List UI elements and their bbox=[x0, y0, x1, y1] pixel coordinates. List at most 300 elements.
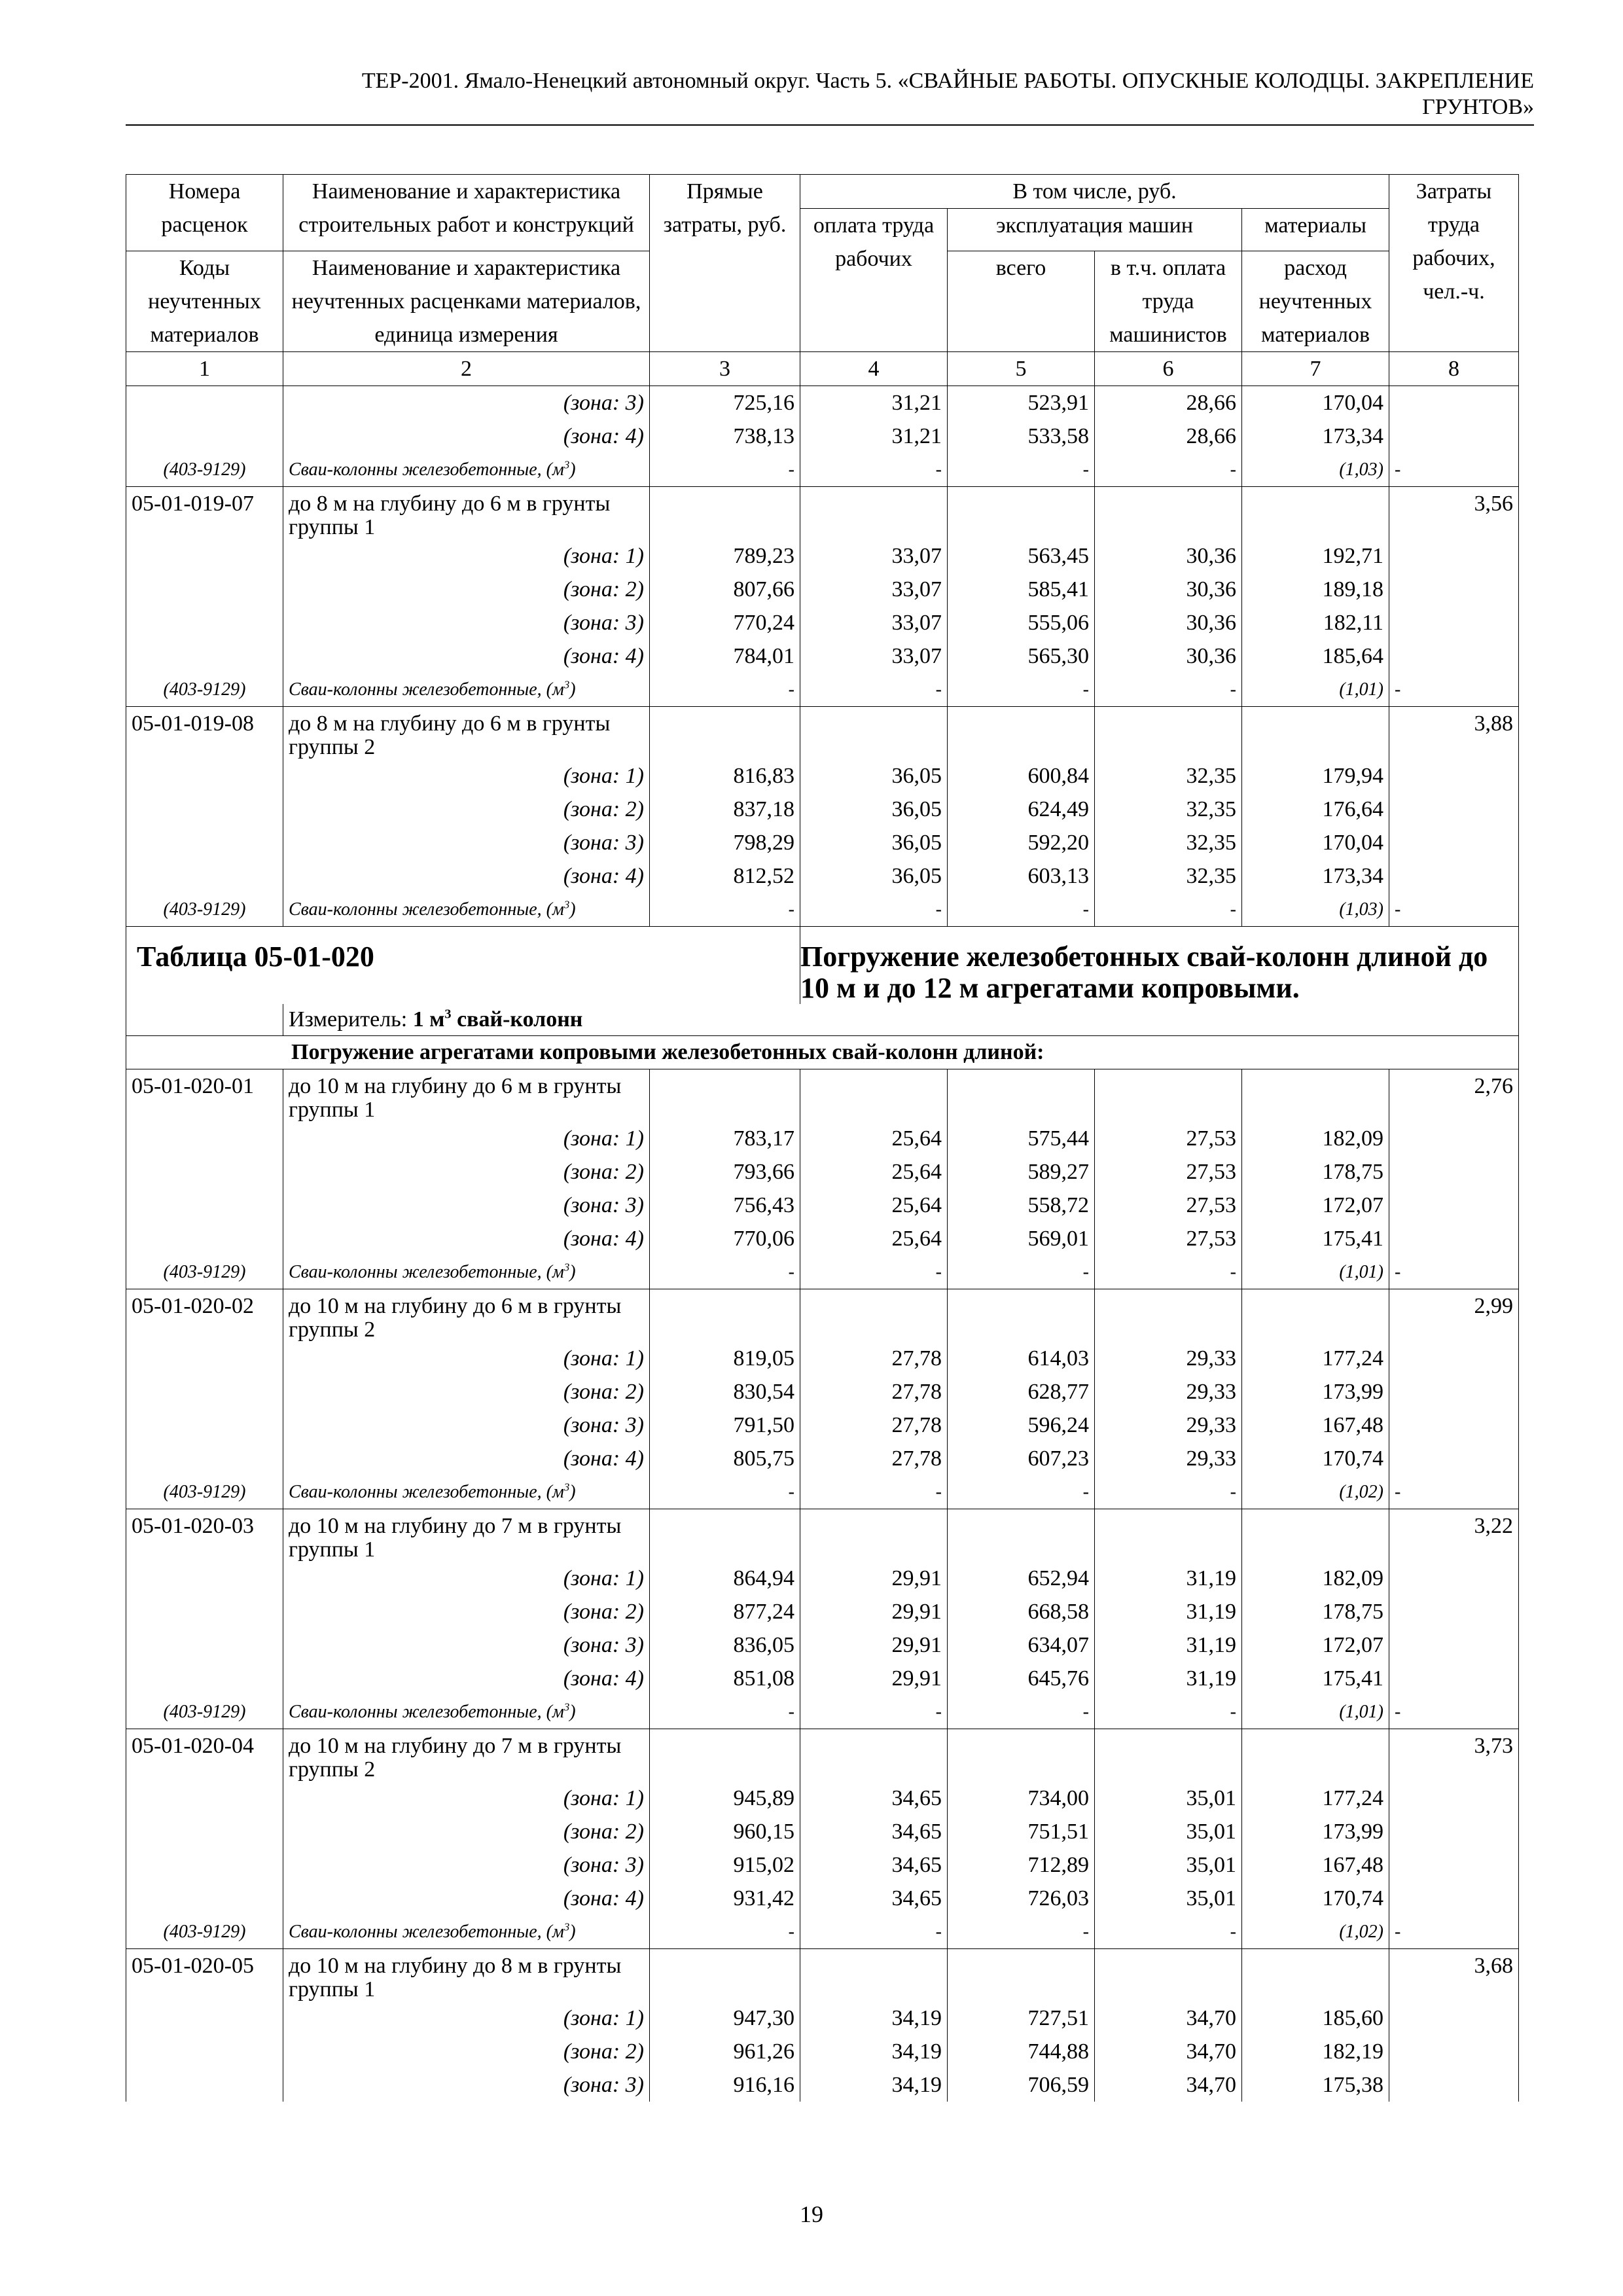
rate-code-cell bbox=[126, 759, 283, 793]
empty-dash: - bbox=[800, 893, 948, 927]
empty-cell bbox=[948, 1509, 1095, 1562]
rate-code-cell bbox=[126, 1342, 283, 1375]
labor-hours-cell bbox=[1389, 1189, 1519, 1222]
worker-pay: 25,64 bbox=[800, 1189, 948, 1222]
empty-cell bbox=[1095, 1069, 1242, 1122]
machines-total: 585,41 bbox=[948, 573, 1095, 606]
material-name bbox=[283, 1915, 650, 1949]
work-description: до 10 м на глубину до 8 м в грунты группы 1 bbox=[283, 1949, 650, 2002]
column-number: 5 bbox=[948, 352, 1095, 386]
materials-cost: 170,04 bbox=[1242, 386, 1389, 420]
labor-hours-cell bbox=[1389, 826, 1519, 859]
column-number: 3 bbox=[650, 352, 800, 386]
labor-hours-cell bbox=[1389, 759, 1519, 793]
direct-cost: 807,66 bbox=[650, 573, 800, 606]
empty-cell bbox=[948, 1069, 1095, 1122]
machines-total: 726,03 bbox=[948, 1882, 1095, 1915]
worker-pay: 29,91 bbox=[800, 1628, 948, 1662]
empty-dash: - bbox=[1095, 453, 1242, 487]
rate-code-cell bbox=[126, 639, 283, 673]
operators-pay: 29,33 bbox=[1095, 1442, 1242, 1475]
rate-code: 05-01-020-05 bbox=[126, 1949, 283, 2002]
rate-code-cell bbox=[126, 826, 283, 859]
operators-pay: 35,01 bbox=[1095, 1848, 1242, 1882]
worker-pay: 33,07 bbox=[800, 539, 948, 573]
zone-label: (зона: 3) bbox=[283, 386, 650, 420]
materials-cost: 173,34 bbox=[1242, 859, 1389, 893]
operators-pay: 34,70 bbox=[1095, 2001, 1242, 2035]
zone-row bbox=[126, 2068, 1519, 2102]
material-name bbox=[283, 893, 650, 927]
labor-hours-cell bbox=[1389, 420, 1519, 453]
zone-row bbox=[126, 1815, 1519, 1848]
empty-dash: - bbox=[800, 1475, 948, 1509]
header-labor-hours: Затраты труда рабочих, чел.-ч. bbox=[1389, 175, 1519, 352]
worker-pay: 34,65 bbox=[800, 1782, 948, 1815]
labor-hours-cell bbox=[1389, 2068, 1519, 2102]
worker-pay: 36,05 bbox=[800, 826, 948, 859]
rate-code-cell bbox=[126, 2035, 283, 2068]
worker-pay: 25,64 bbox=[800, 1222, 948, 1255]
zone-row bbox=[126, 1848, 1519, 1882]
labor-hours-cell bbox=[1389, 1882, 1519, 1915]
materials-cost: 175,38 bbox=[1242, 2068, 1389, 2102]
operators-pay: 31,19 bbox=[1095, 1662, 1242, 1695]
materials-cost: 185,60 bbox=[1242, 2001, 1389, 2035]
worker-pay: 36,05 bbox=[800, 793, 948, 826]
labor-hours-cell bbox=[1389, 1222, 1519, 1255]
materials-cost: 167,48 bbox=[1242, 1408, 1389, 1442]
materials-cost: 167,48 bbox=[1242, 1848, 1389, 1882]
empty-dash: - bbox=[650, 1475, 800, 1509]
machines-total: 744,88 bbox=[948, 2035, 1095, 2068]
empty-dash: - bbox=[1389, 1915, 1519, 1949]
material-unit-superscript: 3 bbox=[563, 1700, 570, 1713]
worker-pay: 34,19 bbox=[800, 2068, 948, 2102]
material-row bbox=[126, 1915, 1519, 1949]
empty-cell bbox=[650, 1289, 800, 1342]
zone-row bbox=[126, 1562, 1519, 1595]
machines-total: 712,89 bbox=[948, 1848, 1095, 1882]
material-quantity: (1,03) bbox=[1242, 453, 1389, 487]
empty-dash: - bbox=[948, 1255, 1095, 1289]
zone-label: (зона: 3) bbox=[283, 1848, 650, 1882]
worker-pay: 33,07 bbox=[800, 606, 948, 639]
empty-dash: - bbox=[1389, 673, 1519, 707]
worker-pay: 34,65 bbox=[800, 1848, 948, 1882]
operators-pay: 32,35 bbox=[1095, 826, 1242, 859]
empty-dash: - bbox=[948, 1475, 1095, 1509]
zone-label: (зона: 2) bbox=[283, 1155, 650, 1189]
materials-cost: 182,09 bbox=[1242, 1562, 1389, 1595]
machines-total: 706,59 bbox=[948, 2068, 1095, 2102]
column-number: 6 bbox=[1095, 352, 1242, 386]
zone-row bbox=[126, 386, 1519, 420]
column-number: 4 bbox=[800, 352, 948, 386]
empty-cell bbox=[948, 1729, 1095, 1782]
materials-cost: 172,07 bbox=[1242, 1628, 1389, 1662]
header-unaccounted-materials: расход неучтенных материалов bbox=[1242, 251, 1389, 352]
machines-total: 634,07 bbox=[948, 1628, 1095, 1662]
labor-hours-cell bbox=[1389, 606, 1519, 639]
zone-label: (зона: 4) bbox=[283, 639, 650, 673]
zone-row bbox=[126, 826, 1519, 859]
materials-cost: 192,71 bbox=[1242, 539, 1389, 573]
empty-dash: - bbox=[1389, 1475, 1519, 1509]
operators-pay: 29,33 bbox=[1095, 1375, 1242, 1408]
table-header bbox=[126, 175, 1519, 386]
empty-cell bbox=[800, 707, 948, 760]
zone-label: (зона: 4) bbox=[283, 1662, 650, 1695]
zone-row bbox=[126, 1155, 1519, 1189]
material-code: (403-9129) bbox=[126, 673, 283, 707]
rate-code-cell bbox=[126, 793, 283, 826]
zone-label: (зона: 4) bbox=[283, 1442, 650, 1475]
labor-hours-cell bbox=[1389, 1782, 1519, 1815]
empty-cell bbox=[1095, 1729, 1242, 1782]
direct-cost: 877,24 bbox=[650, 1595, 800, 1628]
empty-dash: - bbox=[1095, 1695, 1242, 1729]
machines-total: 727,51 bbox=[948, 2001, 1095, 2035]
labor-hours-cell bbox=[1389, 859, 1519, 893]
worker-pay: 33,07 bbox=[800, 573, 948, 606]
material-name-text: Сваи-колонны железобетонные, (м bbox=[289, 459, 564, 480]
material-row bbox=[126, 453, 1519, 487]
empty-cell bbox=[800, 1069, 948, 1122]
material-unit-superscript: 3 bbox=[563, 458, 570, 471]
direct-cost: 812,52 bbox=[650, 859, 800, 893]
zone-row bbox=[126, 1408, 1519, 1442]
direct-cost: 791,50 bbox=[650, 1408, 800, 1442]
rate-code-cell bbox=[126, 386, 283, 420]
zone-label: (зона: 3) bbox=[283, 1408, 650, 1442]
machines-total: 668,58 bbox=[948, 1595, 1095, 1628]
table-05-01-020-title bbox=[126, 927, 1519, 1069]
empty-cell bbox=[650, 487, 800, 540]
operators-pay: 27,53 bbox=[1095, 1122, 1242, 1155]
header-material-codes: Коды неучтенных материалов bbox=[126, 251, 283, 352]
worker-pay: 27,78 bbox=[800, 1375, 948, 1408]
machines-total: 607,23 bbox=[948, 1442, 1095, 1475]
labor-hours-cell bbox=[1389, 1662, 1519, 1695]
labor-hours: 2,99 bbox=[1389, 1289, 1519, 1342]
operators-pay: 31,19 bbox=[1095, 1595, 1242, 1628]
zone-label: (зона: 2) bbox=[283, 1375, 650, 1408]
material-name-end: ) bbox=[569, 459, 576, 480]
rate-code-cell bbox=[126, 1222, 283, 1255]
labor-hours-cell bbox=[1389, 1155, 1519, 1189]
materials-cost: 175,41 bbox=[1242, 1222, 1389, 1255]
labor-hours-cell bbox=[1389, 639, 1519, 673]
worker-pay: 27,78 bbox=[800, 1342, 948, 1375]
material-quantity: (1,01) bbox=[1242, 673, 1389, 707]
zone-label: (зона: 2) bbox=[283, 2035, 650, 2068]
page-number: 19 bbox=[800, 2201, 823, 2227]
rate-code-cell bbox=[126, 1375, 283, 1408]
material-quantity: (1,02) bbox=[1242, 1475, 1389, 1509]
operators-pay: 29,33 bbox=[1095, 1342, 1242, 1375]
empty-dash: - bbox=[948, 1695, 1095, 1729]
zone-label: (зона: 2) bbox=[283, 1595, 650, 1628]
material-name-end: ) bbox=[569, 1482, 576, 1502]
materials-cost: 178,75 bbox=[1242, 1595, 1389, 1628]
empty-dash: - bbox=[1389, 1255, 1519, 1289]
machines-total: 563,45 bbox=[948, 539, 1095, 573]
labor-hours-cell bbox=[1389, 1408, 1519, 1442]
machines-total: 533,58 bbox=[948, 420, 1095, 453]
material-name bbox=[283, 1255, 650, 1289]
material-row bbox=[126, 1255, 1519, 1289]
materials-cost: 170,04 bbox=[1242, 826, 1389, 859]
material-name-text: Сваи-колонны железобетонные, (м bbox=[289, 899, 564, 920]
empty-cell bbox=[948, 487, 1095, 540]
direct-cost: 789,23 bbox=[650, 539, 800, 573]
rate-code-cell bbox=[126, 1662, 283, 1695]
empty-cell bbox=[800, 1949, 948, 2002]
zone-row bbox=[126, 1375, 1519, 1408]
empty-cell bbox=[1242, 487, 1389, 540]
worker-pay: 27,78 bbox=[800, 1442, 948, 1475]
machines-total: 523,91 bbox=[948, 386, 1095, 420]
direct-cost: 756,43 bbox=[650, 1189, 800, 1222]
operators-pay: 27,53 bbox=[1095, 1222, 1242, 1255]
zone-row bbox=[126, 1595, 1519, 1628]
operators-pay: 32,35 bbox=[1095, 759, 1242, 793]
header-direct-costs: Прямые затраты, руб. bbox=[650, 175, 800, 352]
machines-total: 589,27 bbox=[948, 1155, 1095, 1189]
zone-row bbox=[126, 420, 1519, 453]
material-quantity: (1,02) bbox=[1242, 1915, 1389, 1949]
materials-cost: 177,24 bbox=[1242, 1342, 1389, 1375]
material-quantity: (1,03) bbox=[1242, 893, 1389, 927]
materials-cost: 177,24 bbox=[1242, 1782, 1389, 1815]
zone-label: (зона: 3) bbox=[283, 1189, 650, 1222]
empty-dash: - bbox=[948, 673, 1095, 707]
header-material-names: Наименование и характеристика неучтенных расценками материалов, единица измерения bbox=[283, 251, 650, 352]
worker-pay: 27,78 bbox=[800, 1408, 948, 1442]
machines-total: 624,49 bbox=[948, 793, 1095, 826]
operators-pay: 27,53 bbox=[1095, 1155, 1242, 1189]
work-description: до 8 м на глубину до 6 м в грунты группы 1 bbox=[283, 487, 650, 540]
table-body-05-01-020 bbox=[126, 1069, 1519, 2102]
direct-cost: 830,54 bbox=[650, 1375, 800, 1408]
header-machines-total: всего bbox=[948, 251, 1095, 352]
work-description: до 10 м на глубину до 7 м в грунты группы 2 bbox=[283, 1729, 650, 1782]
empty-dash: - bbox=[1389, 453, 1519, 487]
material-name-end: ) bbox=[569, 1702, 576, 1722]
direct-cost: 793,66 bbox=[650, 1155, 800, 1189]
empty-dash: - bbox=[1389, 893, 1519, 927]
rate-code: 05-01-020-01 bbox=[126, 1069, 283, 1122]
zone-label: (зона: 3) bbox=[283, 1628, 650, 1662]
running-header-line-1: ТЕР-2001. Ямало-Ненецкий автономный округ. Часть 5. «СВАЙНЫЕ РАБОТЫ. ОПУСКНЫЕ КОЛОДЦЫ. ЗАКРЕПЛЕНИЕ bbox=[361, 69, 1534, 93]
labor-hours: 3,56 bbox=[1389, 487, 1519, 540]
rate-code-cell bbox=[126, 1562, 283, 1595]
material-unit-superscript: 3 bbox=[563, 1480, 570, 1494]
zone-row bbox=[126, 1342, 1519, 1375]
empty-cell bbox=[800, 1729, 948, 1782]
empty-cell bbox=[800, 1509, 948, 1562]
column-number: 7 bbox=[1242, 352, 1389, 386]
column-numbers-row bbox=[126, 352, 1519, 386]
zone-row bbox=[126, 793, 1519, 826]
zone-row bbox=[126, 1189, 1519, 1222]
measure-unit-name: свай-колонн bbox=[457, 1007, 583, 1031]
material-name-end: ) bbox=[569, 899, 576, 920]
empty-cell bbox=[1242, 707, 1389, 760]
labor-hours-cell bbox=[1389, 386, 1519, 420]
empty-dash: - bbox=[1095, 1915, 1242, 1949]
machines-total: 645,76 bbox=[948, 1662, 1095, 1695]
rate-row bbox=[126, 1069, 1519, 1122]
empty-dash: - bbox=[948, 453, 1095, 487]
empty-cell bbox=[1095, 707, 1242, 760]
empty-cell bbox=[948, 707, 1095, 760]
zone-label: (зона: 2) bbox=[283, 1815, 650, 1848]
direct-cost: 798,29 bbox=[650, 826, 800, 859]
column-number: 1 bbox=[126, 352, 283, 386]
operators-pay: 35,01 bbox=[1095, 1815, 1242, 1848]
material-quantity: (1,01) bbox=[1242, 1695, 1389, 1729]
zone-label: (зона: 3) bbox=[283, 826, 650, 859]
running-header-line-2: ГРУНТОВ» bbox=[1422, 95, 1534, 119]
direct-cost: 916,16 bbox=[650, 2068, 800, 2102]
zone-label: (зона: 1) bbox=[283, 2001, 650, 2035]
material-name bbox=[283, 453, 650, 487]
machines-total: 652,94 bbox=[948, 1562, 1095, 1595]
direct-cost: 783,17 bbox=[650, 1122, 800, 1155]
worker-pay: 29,91 bbox=[800, 1662, 948, 1695]
operators-pay: 34,70 bbox=[1095, 2035, 1242, 2068]
zone-label: (зона: 3) bbox=[283, 2068, 650, 2102]
zone-row bbox=[126, 1882, 1519, 1915]
empty-cell bbox=[1095, 1949, 1242, 2002]
worker-pay: 25,64 bbox=[800, 1122, 948, 1155]
operators-pay: 28,66 bbox=[1095, 420, 1242, 453]
rate-code-cell bbox=[126, 1189, 283, 1222]
section-subtitle: Погружение агрегатами копровыми железобетонных свай-колонн длиной: bbox=[126, 1036, 1519, 1069]
operators-pay: 34,70 bbox=[1095, 2068, 1242, 2102]
empty-dash: - bbox=[650, 453, 800, 487]
zone-row bbox=[126, 1628, 1519, 1662]
zone-label: (зона: 1) bbox=[283, 539, 650, 573]
empty-dash: - bbox=[650, 1695, 800, 1729]
zone-row bbox=[126, 1782, 1519, 1815]
rate-row bbox=[126, 1509, 1519, 1562]
material-code: (403-9129) bbox=[126, 1915, 283, 1949]
zone-row bbox=[126, 859, 1519, 893]
material-name-end: ) bbox=[569, 1262, 576, 1282]
materials-cost: 175,41 bbox=[1242, 1662, 1389, 1695]
empty-cell bbox=[800, 1289, 948, 1342]
materials-cost: 173,99 bbox=[1242, 1375, 1389, 1408]
rate-code-cell bbox=[126, 1408, 283, 1442]
empty-cell bbox=[1095, 1289, 1242, 1342]
material-name-text: Сваи-колонны железобетонные, (м bbox=[289, 679, 564, 700]
material-name bbox=[283, 673, 650, 707]
zone-label: (зона: 4) bbox=[283, 420, 650, 453]
material-row bbox=[126, 1695, 1519, 1729]
worker-pay: 34,19 bbox=[800, 2035, 948, 2068]
materials-cost: 176,64 bbox=[1242, 793, 1389, 826]
material-name-text: Сваи-колонны железобетонные, (м bbox=[289, 1922, 564, 1942]
worker-pay: 31,21 bbox=[800, 386, 948, 420]
direct-cost: 915,02 bbox=[650, 1848, 800, 1882]
material-unit-superscript: 3 bbox=[563, 1261, 570, 1274]
zone-label: (зона: 1) bbox=[283, 1562, 650, 1595]
empty-dash: - bbox=[800, 453, 948, 487]
direct-cost: 784,01 bbox=[650, 639, 800, 673]
empty-cell bbox=[650, 1949, 800, 2002]
worker-pay: 36,05 bbox=[800, 859, 948, 893]
labor-hours-cell bbox=[1389, 1375, 1519, 1408]
labor-hours: 3,88 bbox=[1389, 707, 1519, 760]
worker-pay: 25,64 bbox=[800, 1155, 948, 1189]
rate-code: 05-01-019-08 bbox=[126, 707, 283, 760]
header-work-name: Наименование и характеристика строительных работ и конструкций bbox=[283, 175, 650, 251]
header-rate-numbers: Номера расценок bbox=[126, 175, 283, 251]
header-materials: материалы bbox=[1242, 209, 1389, 251]
worker-pay: 36,05 bbox=[800, 759, 948, 793]
zone-row bbox=[126, 2001, 1519, 2035]
operators-pay: 31,19 bbox=[1095, 1562, 1242, 1595]
materials-cost: 182,19 bbox=[1242, 2035, 1389, 2068]
machines-total: 575,44 bbox=[948, 1122, 1095, 1155]
machines-total: 592,20 bbox=[948, 826, 1095, 859]
operators-pay: 27,53 bbox=[1095, 1189, 1242, 1222]
rate-code-cell bbox=[126, 539, 283, 573]
rate-row bbox=[126, 487, 1519, 540]
zone-label: (зона: 1) bbox=[283, 759, 650, 793]
work-description: до 8 м на глубину до 6 м в грунты группы 2 bbox=[283, 707, 650, 760]
operators-pay: 31,19 bbox=[1095, 1628, 1242, 1662]
direct-cost: 864,94 bbox=[650, 1562, 800, 1595]
machines-total: 565,30 bbox=[948, 639, 1095, 673]
direct-cost: 836,05 bbox=[650, 1628, 800, 1662]
empty-cell bbox=[800, 487, 948, 540]
zone-row bbox=[126, 2035, 1519, 2068]
operators-pay: 35,01 bbox=[1095, 1782, 1242, 1815]
material-name-end: ) bbox=[569, 1922, 576, 1942]
material-unit-superscript: 3 bbox=[563, 898, 570, 911]
measure-superscript: 3 bbox=[444, 1007, 452, 1022]
measure-value: 1 м bbox=[412, 1007, 445, 1031]
work-description: до 10 м на глубину до 6 м в грунты группы 2 bbox=[283, 1289, 650, 1342]
column-number: 8 bbox=[1389, 352, 1519, 386]
labor-hours-cell bbox=[1389, 2001, 1519, 2035]
rate-code-cell bbox=[126, 1122, 283, 1155]
rate-code: 05-01-020-03 bbox=[126, 1509, 283, 1562]
zone-label: (зона: 2) bbox=[283, 793, 650, 826]
rate-code-cell bbox=[126, 1848, 283, 1882]
labor-hours-cell bbox=[1389, 1562, 1519, 1595]
worker-pay: 34,65 bbox=[800, 1815, 948, 1848]
empty-cell bbox=[650, 1509, 800, 1562]
empty-cell bbox=[1095, 487, 1242, 540]
labor-hours-cell bbox=[1389, 1628, 1519, 1662]
rate-code-cell bbox=[126, 606, 283, 639]
empty-dash: - bbox=[800, 1255, 948, 1289]
operators-pay: 28,66 bbox=[1095, 386, 1242, 420]
rate-code-cell bbox=[126, 1155, 283, 1189]
direct-cost: 960,15 bbox=[650, 1815, 800, 1848]
materials-cost: 189,18 bbox=[1242, 573, 1389, 606]
zone-label: (зона: 1) bbox=[283, 1342, 650, 1375]
machines-total: 555,06 bbox=[948, 606, 1095, 639]
measure-unit bbox=[283, 1004, 1519, 1036]
labor-hours-cell bbox=[1389, 1122, 1519, 1155]
direct-cost: 961,26 bbox=[650, 2035, 800, 2068]
